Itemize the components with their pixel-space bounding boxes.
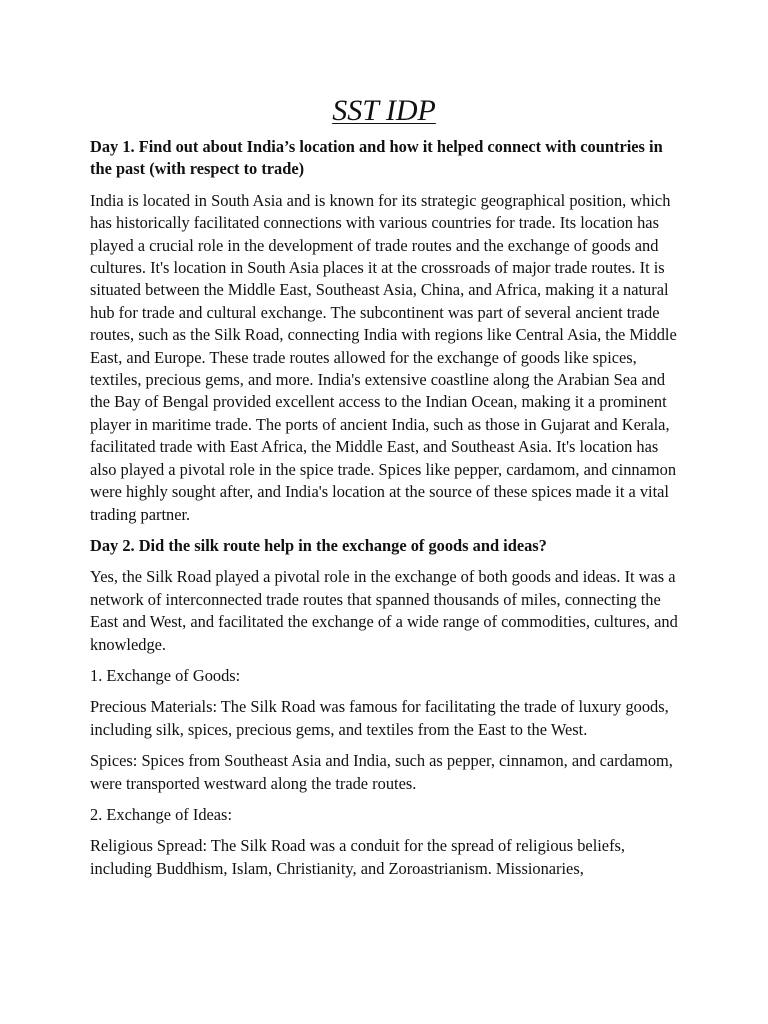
spices-paragraph: Spices: Spices from Southeast Asia and India, such as pepper, cinnamon, and cardamom, were transported westward along the trade routes. — [90, 751, 673, 793]
day2-heading: Day 2. Did the silk route help in the exchange of goods and ideas? — [90, 535, 547, 555]
day1-heading: Day 1. Find out about India’s location and how it helped connect with countries in the past (with respect to trade) — [90, 137, 663, 179]
precious-materials-paragraph: Precious Materials: The Silk Road was famous for facilitating the trade of luxury goods, including silk, spices, precious gems, and textiles from the East to the West. — [90, 697, 669, 739]
goods-subheading: 1. Exchange of Goods: — [90, 665, 241, 685]
day2-intro-paragraph: Yes, the Silk Road played a pivotal role in the exchange of both goods and ideas. It was a network of interconnected trade routes that spanned thousands of miles, connecting the East and West, and facilitated the exchange of a wide range of commodities, cultures, and knowledge. — [90, 567, 678, 654]
day1-paragraph: India is located in South Asia and is known for its strategic geographical position, which has historically facilitated connections with various countries for trade. Its location has played a crucial role in the development of trade routes and the exchange of goods and cultures. It's location in South Asia places it at the crossroads of major trade routes. It is situated between the Middle East, Southeast Asia, China, and Africa, making it a natural hub for trade and cultural exchange. The subcontinent was part of several ancient trade routes, such as the Silk Road, connecting India with regions like Central Asia, the Middle East, and Europe. These trade routes allowed for the exchange of goods like spices, textiles, precious gems, and more. India's extensive coastline along the Arabian Sea and the Bay of Bengal provided excellent access to the Indian Ocean, making it a prominent player in maritime trade. The ports of ancient India, such as those in Gujarat and Kerala, facilitated trade with East Africa, the Middle East, and Southeast Asia. It's location has also played a pivotal role in the spice trade. Spices like pepper, cardamom, and cinnamon were highly sought after, and India's location at the source of these spices made it a vital trading partner. — [90, 190, 677, 524]
ideas-subheading: 2. Exchange of Ideas: — [90, 804, 232, 824]
document-title: SST IDP — [332, 94, 436, 127]
religious-spread-paragraph: Religious Spread: The Silk Road was a conduit for the spread of religious beliefs, including Buddhism, Islam, Christianity, and Zoroastrianism. Missionaries, — [90, 836, 626, 878]
document-page — [90, 0, 678, 880]
